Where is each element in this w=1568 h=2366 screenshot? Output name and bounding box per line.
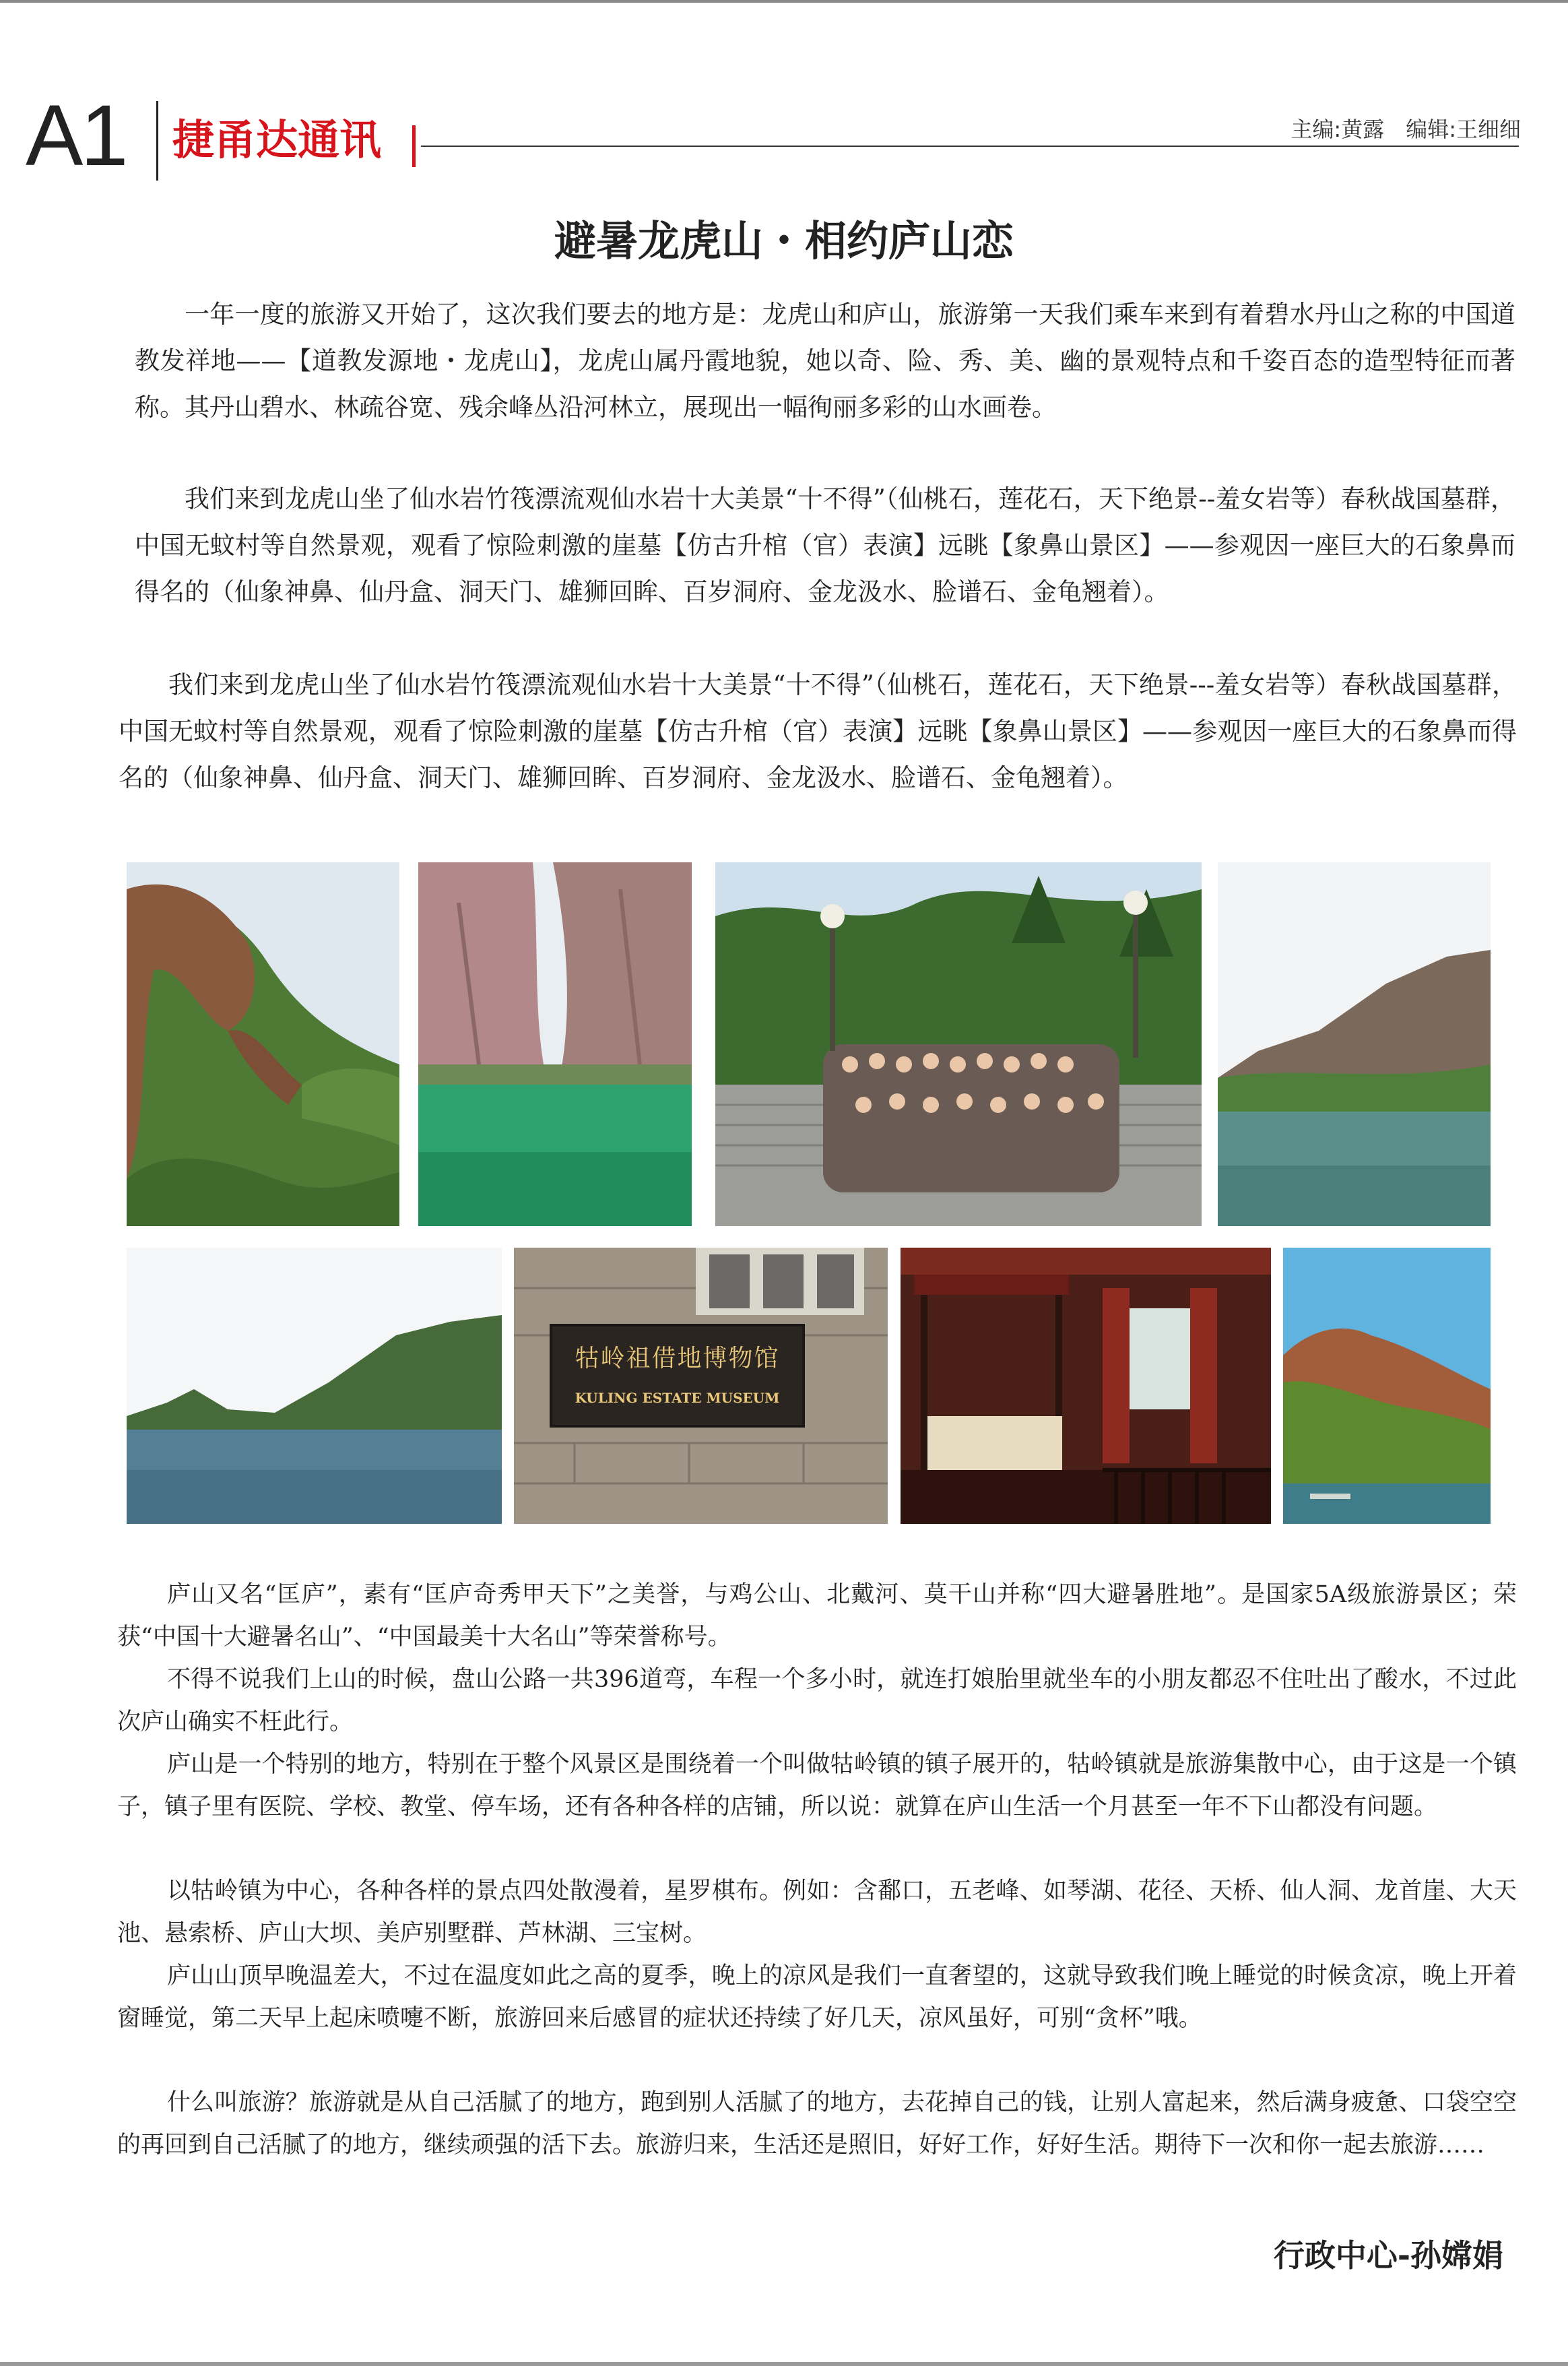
museum-sign-english: KULING ESTATE MUSEUM: [575, 1390, 780, 1406]
photo-river-panorama: [127, 1248, 502, 1524]
paragraph-lushan-4: 以牯岭镇为中心，各种各样的景点四处散漫着，星罗棋布。例如：含鄱口，五老峰、如琴湖、花径、天桥、仙人洞、龙首崖、大天池、悬索桥、庐山大坝、美庐别墅群、芦林湖、三宝树。: [117, 1878, 1517, 1947]
photo-river-cliff-boats: [1218, 862, 1491, 1226]
editor-credits: [1269, 115, 1521, 144]
photo-cliffs-green-river: [418, 862, 692, 1226]
paragraph-longhu-2: 我们来到龙虎山坐了仙水岩竹筏漂流观仙水岩十大美景“十不得”（仙桃石，莲花石，天下绝景---羞女岩等）春秋战国墓群，中国无蚊村等自然景观，观看了惊险刺激的崖墓【仿古升棺（官）表演】远眺【象鼻山景区】——参观因一座巨大的石象鼻而得名的（仙象神鼻、仙丹盒、洞天门、雄狮回眸、百岁洞府、金龙汲水、脸谱石、金龟翘着）。: [119, 670, 1517, 792]
paragraph-lushan-5: 庐山山顶早晚温差大，不过在温度如此之高的夏季，晚上的凉风是我们一直奢望的，这就导致我们晚上睡觉的时候贪凉，晚上开着窗睡觉，第二天早上起床喷嚏不断，旅游回来后感冒的症状还持续了好几天，凉风虽好，可别“贪杯”哦。: [117, 1962, 1517, 2032]
chief-editor: 主编:黄露: [1291, 117, 1385, 142]
paragraph-lushan-2: 不得不说我们上山的时候，盘山公路一共396道弯，车程一个多小时，就连打娘胎里就坐车的小朋友都忍不住吐出了酸水，不过此次庐山确实不枉此行。: [117, 1666, 1517, 1735]
newsletter-brand: 捷甬达通讯: [172, 115, 382, 164]
photo-kuling-museum-sign: [514, 1248, 888, 1524]
header-divider: [156, 101, 158, 181]
author-signature: 行政中心-孙嫦娟: [1273, 2237, 1503, 2274]
paragraph-lushan-1: 庐山又名“匡庐”，素有“匡庐奇秀甲天下”之美誉，与鸡公山、北戴河、莫干山并称“四大避暑胜地”。是国家5A级旅游景区；荣获“中国十大避暑名山”、“中国最美十大名山”等荣誉称号。: [117, 1581, 1517, 1651]
article-title: 避暑龙虎山・相约庐山恋: [554, 216, 1014, 265]
editor: 编辑:王细细: [1406, 117, 1521, 142]
bottom-border: [0, 2362, 1568, 2366]
brand-bar: [412, 125, 416, 167]
photo-group-on-steps: [715, 862, 1202, 1226]
photo-historic-bedroom: [901, 1248, 1271, 1524]
paragraph-lushan-3: 庐山是一个特别的地方，特别在于整个风景区是围绕着一个叫做牯岭镇的镇子展开的，牯岭镇就是旅游集散中心，由于这是一个镇子，镇子里有医院、学校、教堂、停车场，还有各种各样的店铺，所以说：就算在庐山生活一个月甚至一年不下山都没有问题。: [117, 1751, 1517, 1820]
photo-mountain-lake: [1283, 1248, 1491, 1524]
photo-elephant-trunk-rock: [127, 862, 399, 1226]
page-number: A1: [26, 88, 126, 184]
top-border: [0, 0, 1568, 3]
paragraph-longhu-1: 我们来到龙虎山坐了仙水岩竹筏漂流观仙水岩十大美景“十不得”（仙桃石，莲花石，天下绝景--羞女岩等）春秋战国墓群，中国无蚊村等自然景观，观看了惊险刺激的崖墓【仿古升棺（官）表演】远眺【象鼻山景区】——参观因一座巨大的石象鼻而得名的（仙象神鼻、仙丹盒、洞天门、雄狮回眸、百岁洞府、金龙汲水、脸谱石、金龟翘着）。: [135, 484, 1515, 606]
header-rule: [421, 146, 1519, 147]
paragraph-intro: 一年一度的旅游又开始了，这次我们要去的地方是：龙虎山和庐山，旅游第一天我们乘车来到有着碧水丹山之称的中国道教发祥地——【道教发源地・龙虎山】，龙虎山属丹霞地貌，她以奇、险、秀、美、幽的景观特点和千姿百态的造型特征而著称。其丹山碧水、林疏谷宽、残余峰丛沿河林立，展现出一幅徇丽多彩的山水画卷。: [135, 300, 1515, 422]
paragraph-lushan-6: 什么叫旅游？旅游就是从自己活腻了的地方，跑到别人活腻了的地方，去花掉自己的钱，让别人富起来，然后满身疲惫、口袋空空的再回到自己活腻了的地方，继续顽强的活下去。旅游归来，生活还是照旧，好好工作，好好生活。期待下一次和你一起去旅游……: [117, 2089, 1517, 2159]
museum-sign-chinese: 牯岭祖借地博物馆: [575, 1345, 780, 1372]
